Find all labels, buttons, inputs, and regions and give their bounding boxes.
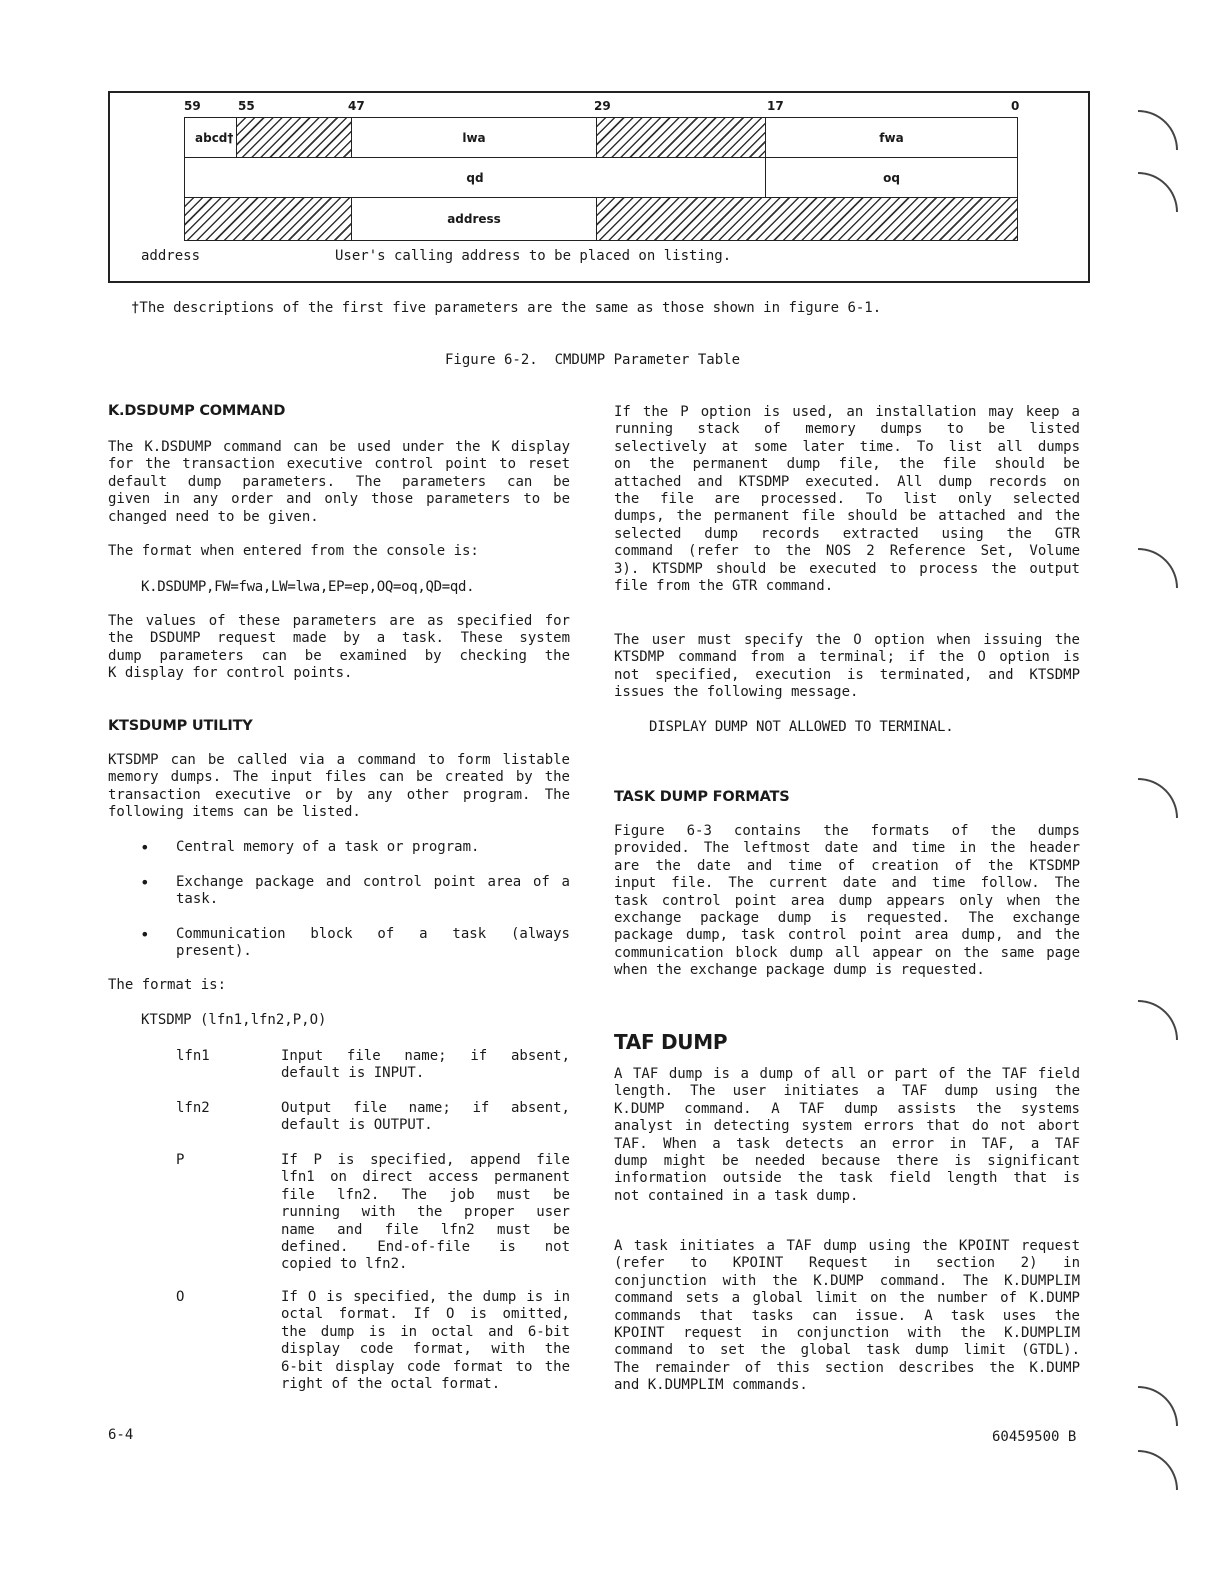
text-line: The K.DSDUMP command can be used under the K display [108, 439, 570, 455]
text-line: when the exchange package dump is requested. [614, 962, 985, 979]
bit-label: 17 [767, 99, 784, 113]
reserved-hatch [596, 197, 1018, 241]
text-line: Input file name; if absent, [281, 1048, 570, 1064]
text-line: If the P option is used, an installation may keep a [614, 404, 1080, 420]
text-line: communication block dump all appear on the same page [614, 944, 1080, 961]
text-line: selectively at some later time. To list all dumps [614, 438, 1080, 455]
text-line: information outside the task field length that is [614, 1170, 1080, 1187]
paragraph [614, 632, 1080, 702]
paragraph: The format when entered from the console is: [108, 543, 479, 559]
text-line: memory dumps. The input files can be created by the [108, 769, 570, 786]
text-line: analyst in detecting system errors that do not abort [614, 1118, 1080, 1135]
text-line: dump parameters can be examined by checking the [108, 647, 570, 664]
chapter-heading: TAF DUMP [614, 1030, 728, 1054]
binder-mark-icon [1138, 778, 1178, 818]
section-heading: KTSDUMP UTILITY [108, 718, 253, 734]
text-line: KTSDMP can be called via a command to form listable [108, 752, 570, 768]
text-line: are the date and time of creation of the KTSDMP [614, 857, 1080, 874]
text-line: selected dump records extracted using the GTR [614, 525, 1080, 542]
text-line: length. The user initiates a TAF dump using the [614, 1083, 1080, 1100]
bit-label: 0 [1011, 99, 1020, 113]
text-line: given in any order and only those parameters to be [108, 491, 570, 508]
text-line: issues the following message. [614, 684, 859, 701]
text-line: default dump parameters. The parameters can be [108, 473, 570, 490]
param-name: address [141, 248, 201, 264]
bullet-icon: • [140, 838, 150, 857]
text-line: dump might be needed because there is significant [614, 1152, 1080, 1169]
text-line: right of the octal format. [281, 1375, 501, 1392]
binder-mark-icon [1138, 172, 1178, 212]
text-line: Figure 6-3 contains the formats of the dumps [614, 823, 1080, 839]
section-heading: TASK DUMP FORMATS [614, 789, 790, 805]
text-line: Communication block of a task (always [176, 926, 570, 942]
text-line: exchange package dump is requested. The exchange [614, 909, 1080, 926]
text-line: the file are processed. To list only selected [614, 490, 1080, 507]
text-line: the DSDUMP request made by a task. These system [108, 630, 570, 647]
binder-mark-icon [1138, 1000, 1178, 1040]
text-line: Central memory of a task or program. [176, 839, 480, 855]
text-line: octal format. If O is omitted, [281, 1306, 570, 1323]
text-line: display code format, with the [281, 1341, 570, 1358]
footnote: †The descriptions of the first five parameters are the same as those shown in figure 6-1. [131, 300, 882, 316]
text-line: task. [176, 891, 219, 908]
text-line: command (refer to the NOS 2 Reference Set, Volume [614, 543, 1080, 560]
document-number: 60459500 B [992, 1429, 1077, 1445]
text-line: on the permanent dump file, the file should be [614, 456, 1080, 473]
text-line: The user must specify the O option when issuing the [614, 632, 1080, 648]
text-line: copied to lfn2. [281, 1256, 408, 1273]
text-line: attached and KTSDMP executed. All dump records on [614, 473, 1080, 490]
paragraph [108, 752, 570, 822]
text-line: not contained in a task dump. [614, 1187, 859, 1204]
bit-label: 55 [238, 99, 255, 113]
reserved-hatch [596, 117, 766, 158]
text-line: commands that tasks can issue. A task uses the [614, 1307, 1080, 1324]
paragraph [614, 404, 1080, 595]
text-line: lfn1 on direct access permanent [281, 1169, 570, 1186]
text-line: TAF. When a task detects an error in TAF, a TAF [614, 1135, 1080, 1152]
text-line: file lfn2. The job must be [281, 1186, 570, 1203]
lwa-field: lwa [351, 117, 597, 158]
text-line: the dump is in octal and 6-bit [281, 1323, 570, 1340]
text-line: If O is specified, the dump is in [281, 1289, 570, 1305]
command-example: K.DSDUMP,FW=fwa,LW=lwa,EP=ep,OQ=oq,QD=qd. [141, 579, 475, 595]
paragraph [614, 823, 1080, 980]
text-line: A task initiates a TAF dump using the KPOINT request [614, 1238, 1080, 1254]
qd-field: qd [184, 157, 766, 198]
text-line: and K.DUMPLIM commands. [614, 1377, 808, 1394]
bullet-icon: • [140, 925, 150, 944]
paragraph [108, 613, 570, 683]
text-line: K display for control points. [108, 665, 353, 682]
text-line: not specified, execution is terminated, and KTSDMP [614, 666, 1080, 683]
text-line: task control point area dump appears only when the [614, 892, 1080, 909]
binder-mark-icon [1138, 548, 1178, 588]
param-name: lfn1 [176, 1048, 210, 1064]
param-name: P [176, 1152, 185, 1168]
param-description: User's calling address to be placed on listing. [335, 248, 732, 264]
message-example: DISPLAY DUMP NOT ALLOWED TO TERMINAL. [649, 719, 954, 735]
text-line: KPOINT request in conjunction with the K.DUMPLIM [614, 1324, 1080, 1341]
param-description [281, 1100, 570, 1135]
list-item [176, 839, 570, 856]
paragraph [108, 439, 570, 526]
reserved-hatch [184, 197, 352, 241]
param-description [281, 1289, 570, 1393]
text-line: The values of these parameters are as specified for [108, 613, 570, 629]
text-line: running stack of memory dumps to be listed [614, 421, 1080, 438]
list-item [176, 874, 570, 909]
param-name: lfn2 [176, 1100, 210, 1116]
param-description [281, 1152, 570, 1274]
paragraph [614, 1066, 1080, 1205]
text-line: K.DUMP command. A TAF dump assists the systems [614, 1100, 1080, 1117]
text-line: dumps, the permanent file should be attached and the [614, 508, 1080, 525]
text-line: A TAF dump is a dump of all or part of the TAF field [614, 1066, 1080, 1082]
text-line: following items can be listed. [108, 804, 361, 821]
oq-field: oq [765, 157, 1018, 198]
text-line: package dump, task control point area dump, and the [614, 927, 1080, 944]
text-line: transaction executive or by any other program. The [108, 786, 570, 803]
text-line: provided. The leftmost date and time in the header [614, 840, 1080, 857]
figure-caption: Figure 6-2. CMDUMP Parameter Table [445, 352, 741, 368]
text-line: default is INPUT. [281, 1065, 425, 1082]
text-line: conjunction with the K.DUMP command. The K.DUMPLIM [614, 1272, 1080, 1289]
paragraph: The format is: [108, 977, 227, 993]
text-line: name and file lfn2 must be [281, 1221, 570, 1238]
text-line: If P is specified, append file [281, 1152, 570, 1168]
binder-mark-icon [1138, 1386, 1178, 1426]
text-line: running with the proper user [281, 1204, 570, 1221]
text-line: Exchange package and control point area of a [176, 874, 570, 890]
paragraph [614, 1238, 1080, 1395]
text-line: command sets a global limit on the number of K.DUMP [614, 1290, 1080, 1307]
text-line: The remainder of this section describes the K.DUMP [614, 1359, 1080, 1376]
text-line: present). [176, 943, 252, 960]
text-line: file from the GTR command. [614, 577, 834, 594]
section-heading: K.DSDUMP COMMAND [108, 403, 286, 419]
bit-label: 47 [348, 99, 365, 113]
param-name: O [176, 1289, 185, 1305]
binder-mark-icon [1138, 1450, 1178, 1490]
bit-label: 59 [184, 99, 201, 113]
abcd-field: abcd† [184, 117, 237, 158]
bullet-icon: • [140, 873, 150, 892]
fwa-field: fwa [765, 117, 1018, 158]
text-line: input file. The current date and time follow. The [614, 875, 1080, 892]
text-line: KTSDMP command from a terminal; if the O option is [614, 649, 1080, 666]
command-syntax: KTSDMP (lfn1,lfn2,P,O) [141, 1012, 327, 1028]
text-line: command to set the global task dump limit (GTDL). [614, 1342, 1080, 1359]
bit-label: 29 [594, 99, 611, 113]
text-line: Output file name; if absent, [281, 1100, 570, 1116]
reserved-hatch [236, 117, 352, 158]
page-number: 6-4 [108, 1427, 134, 1443]
text-line: (refer to KPOINT Request in section 2) in [614, 1255, 1080, 1272]
text-line: changed need to be given. [108, 508, 319, 525]
text-line: defined. End-of-file is not [281, 1238, 570, 1255]
binder-mark-icon [1138, 110, 1178, 150]
text-line: default is OUTPUT. [281, 1117, 433, 1134]
list-item [176, 926, 570, 961]
text-line: for the transaction executive control point to reset [108, 456, 570, 473]
address-field: address [351, 197, 597, 241]
text-line: 3). KTSDMP should be executed to process the output [614, 560, 1080, 577]
text-line: 6-bit display code format to the [281, 1358, 570, 1375]
param-description [281, 1048, 570, 1083]
